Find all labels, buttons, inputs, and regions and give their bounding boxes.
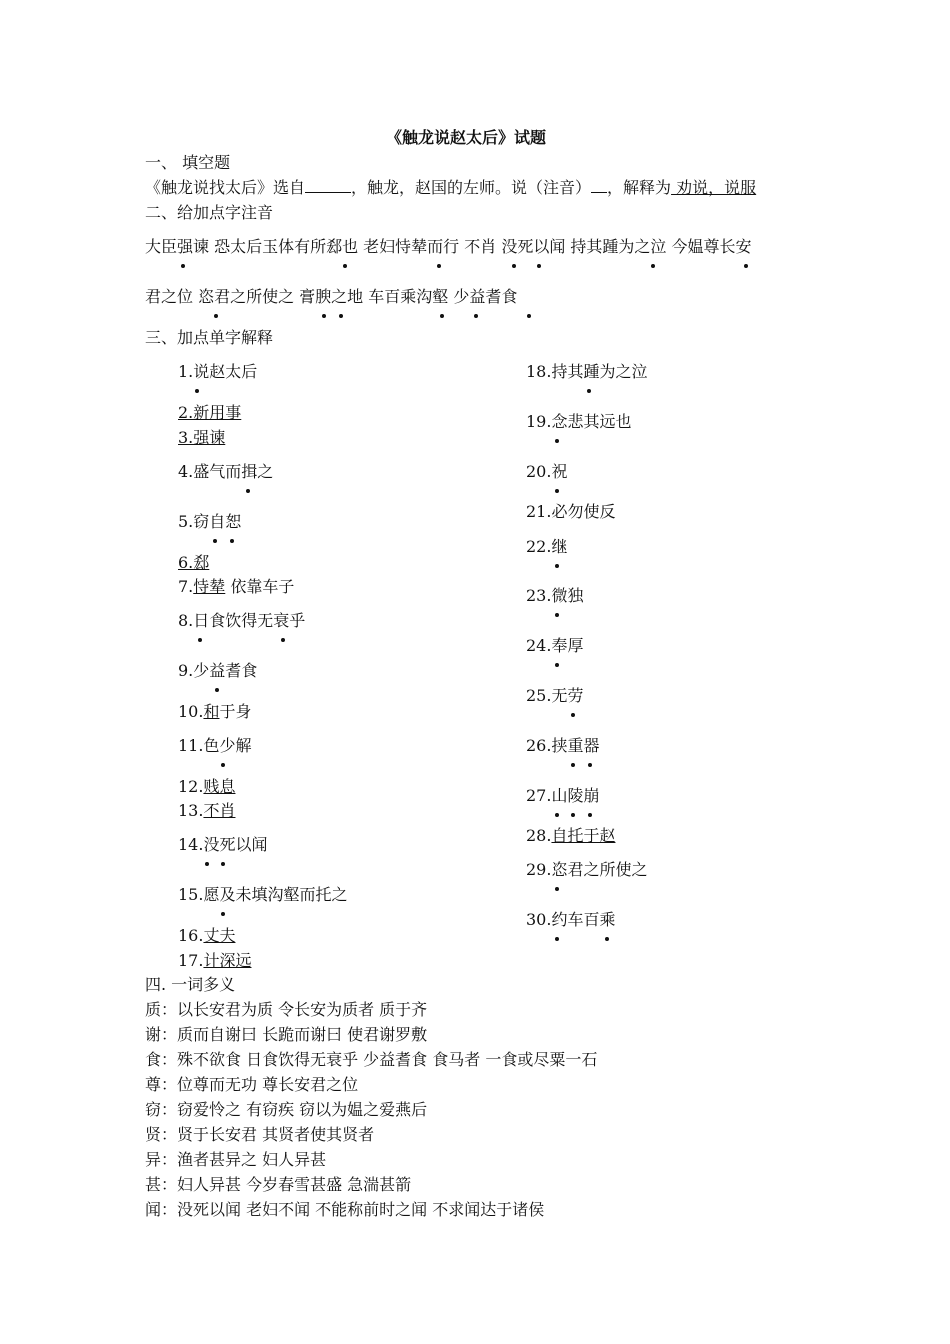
section1-text-2: ，触龙，赵国的左师。说（注音） bbox=[351, 178, 592, 197]
list-item: 11.色少解 bbox=[178, 736, 252, 755]
emphasis-dot bbox=[437, 258, 441, 278]
section1-question bbox=[145, 178, 756, 198]
emphasis-dot bbox=[195, 383, 199, 403]
emphasis-dot bbox=[214, 308, 218, 328]
emphasis-dot bbox=[555, 607, 559, 627]
page-title: 《触龙说赵太后》试题 bbox=[386, 128, 547, 147]
polysemy-row: 质：以长安君为质 令长安为质者 质于齐 bbox=[145, 1000, 428, 1019]
section2-line1: 大臣强谏 恐太后玉体有所郄也 老妇恃辇而行 不肖 没死以闻 持其踵为之泣 今媪尊长安 bbox=[145, 237, 752, 256]
emphasis-dot bbox=[744, 258, 748, 278]
list-item: 26.挟重器 bbox=[526, 736, 600, 755]
emphasis-dot bbox=[343, 258, 347, 278]
section1-text-3: ，解释为 bbox=[607, 178, 672, 197]
emphasis-dot bbox=[555, 433, 559, 453]
emphasis-dot bbox=[537, 258, 541, 278]
emphasis-dot bbox=[322, 308, 326, 328]
emphasis-dot bbox=[588, 807, 592, 827]
section1-answer: 劝说，说服 bbox=[671, 178, 757, 197]
section2-line2: 君之位 恣君之所使之 膏腴之地 车百乘沟壑 少益耆食 bbox=[145, 287, 518, 306]
list-item: 8.日食饮得无衰乎 bbox=[178, 611, 306, 630]
emphasis-dot bbox=[527, 308, 531, 328]
emphasis-dot bbox=[571, 707, 575, 727]
polysemy-row: 食：殊不欲食 日食饮得无衰乎 少益耆食 食马者 一食或尽粟一石 bbox=[145, 1050, 598, 1069]
section1-text-1: 《触龙说找太后》选自 bbox=[145, 178, 306, 197]
list-item: 5.窃自恕 bbox=[178, 512, 242, 531]
polysemy-row: 甚：妇人异甚 今岁春雪甚盛 急湍甚箭 bbox=[145, 1175, 412, 1194]
emphasis-dot bbox=[571, 757, 575, 777]
emphasis-dot bbox=[587, 383, 591, 403]
list-item: 19.念悲其远也 bbox=[526, 412, 632, 431]
section3-heading: 三、加点单字解释 bbox=[145, 328, 274, 347]
emphasis-dot bbox=[588, 757, 592, 777]
list-item: 30.约车百乘 bbox=[526, 910, 616, 929]
list-item: 15.愿及未填沟壑而托之 bbox=[178, 885, 348, 904]
emphasis-dot bbox=[281, 632, 285, 652]
list-item: 24.奉厚 bbox=[526, 636, 584, 655]
emphasis-dot bbox=[555, 657, 559, 677]
list-item: 28.自托于赵 bbox=[526, 826, 616, 845]
emphasis-dot bbox=[221, 906, 225, 926]
blank-source bbox=[305, 178, 351, 193]
polysemy-row: 尊：位尊而无功 尊长安君之位 bbox=[145, 1075, 359, 1094]
emphasis-dot bbox=[651, 258, 655, 278]
list-item: 25.无劳 bbox=[526, 686, 584, 705]
emphasis-dot bbox=[181, 258, 185, 278]
emphasis-dot bbox=[555, 881, 559, 901]
emphasis-dot bbox=[246, 483, 250, 503]
list-item: 21.必勿使反 bbox=[526, 502, 616, 521]
polysemy-row: 窃：窃爱怜之 有窃疾 窃以为媪之爱燕后 bbox=[145, 1100, 428, 1119]
emphasis-dot bbox=[512, 258, 516, 278]
emphasis-dot bbox=[213, 533, 217, 553]
list-item: 13.不肖 bbox=[178, 801, 236, 820]
blank-pinyin bbox=[591, 178, 607, 193]
list-item: 7.恃辇 依靠车子 bbox=[178, 577, 295, 596]
section1-heading: 一、 填空题 bbox=[145, 153, 231, 172]
emphasis-dot bbox=[221, 757, 225, 777]
list-item: 6.郄 bbox=[178, 553, 210, 572]
section4-heading: 四. 一词多义 bbox=[145, 975, 236, 994]
emphasis-dot bbox=[205, 856, 209, 876]
list-item: 14.没死以闻 bbox=[178, 835, 268, 854]
list-item: 9.少益耆食 bbox=[178, 661, 258, 680]
emphasis-dot bbox=[198, 632, 202, 652]
list-item: 12.贱息 bbox=[178, 777, 236, 796]
emphasis-dot bbox=[605, 931, 609, 951]
emphasis-dot bbox=[555, 807, 559, 827]
list-item: 23.微独 bbox=[526, 586, 584, 605]
emphasis-dot bbox=[215, 682, 219, 702]
polysemy-row: 贤：贤于长安君 其贤者使其贤者 bbox=[145, 1125, 375, 1144]
emphasis-dot bbox=[339, 308, 343, 328]
list-item: 3.强谏 bbox=[178, 428, 226, 447]
list-item: 10.和于身 bbox=[178, 702, 252, 721]
list-item: 16.丈夫 bbox=[178, 926, 236, 945]
emphasis-dot bbox=[555, 931, 559, 951]
emphasis-dot bbox=[440, 308, 444, 328]
emphasis-dot bbox=[555, 483, 559, 503]
list-item: 4.盛气而揖之 bbox=[178, 462, 274, 481]
list-item: 2.新用事 bbox=[178, 403, 242, 422]
section2-heading: 二、给加点字注音 bbox=[145, 203, 274, 222]
list-item: 20.祝 bbox=[526, 462, 568, 481]
polysemy-row: 闻：没死以闻 老妇不闻 不能称前时之闻 不求闻达于诸侯 bbox=[145, 1200, 545, 1219]
emphasis-dot bbox=[474, 308, 478, 328]
polysemy-row: 谢：质而自谢曰 长跪而谢曰 使君谢罗敷 bbox=[145, 1025, 428, 1044]
list-item: 1.说赵太后 bbox=[178, 362, 258, 381]
emphasis-dot bbox=[230, 533, 234, 553]
list-item: 17.计深远 bbox=[178, 951, 252, 970]
list-item: 27.山陵崩 bbox=[526, 786, 600, 805]
emphasis-dot bbox=[571, 807, 575, 827]
emphasis-dot bbox=[555, 558, 559, 578]
list-item: 22.继 bbox=[526, 537, 568, 556]
polysemy-row: 异：渔者甚异之 妇人异甚 bbox=[145, 1150, 327, 1169]
emphasis-dot bbox=[221, 856, 225, 876]
list-item: 29.恣君之所使之 bbox=[526, 860, 648, 879]
list-item: 18.持其踵为之泣 bbox=[526, 362, 648, 381]
